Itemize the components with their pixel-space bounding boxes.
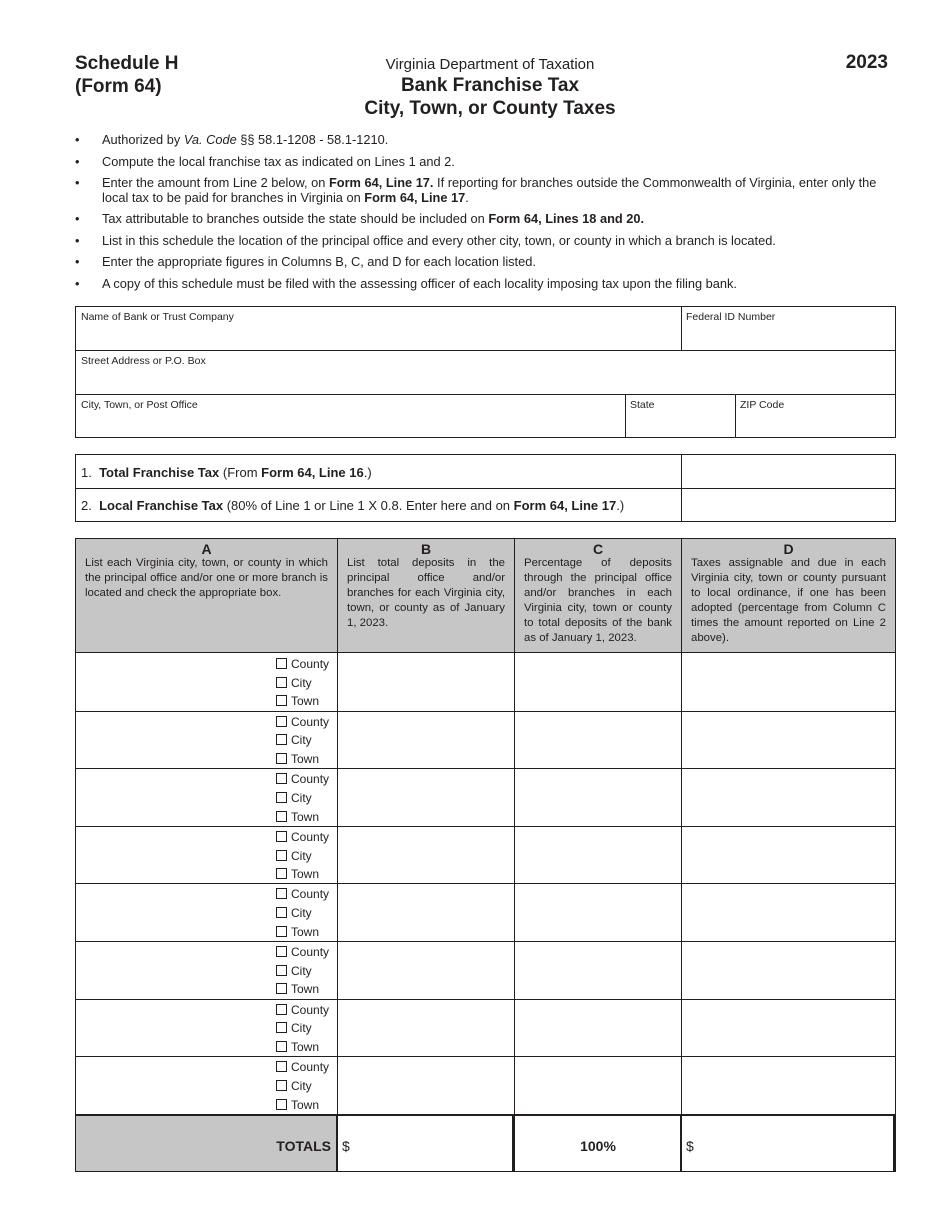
checkbox[interactable] [276,983,287,994]
percentage-field[interactable] [515,826,681,883]
column-description: List each Virginia city, town, or county in which the principal office and/or one or more branch is located and check the appropriate box. [85,557,328,599]
checkbox[interactable] [276,734,287,745]
checkbox-label: County [291,829,330,844]
line-number: 1. [81,465,92,480]
instruction-item [75,133,897,148]
checkbox[interactable] [276,658,287,669]
checkbox-option[interactable] [276,1001,329,1020]
tax-due-field[interactable] [682,826,895,883]
checkbox[interactable] [276,1022,287,1033]
checkbox-label: Town [291,924,320,939]
checkbox-option[interactable] [276,828,329,847]
percentage-field[interactable] [515,768,681,825]
deposits-field[interactable] [338,768,514,825]
percentage-field[interactable] [515,653,681,710]
percentage-field[interactable] [515,1056,681,1113]
table-row [76,826,895,884]
checkbox-option[interactable] [276,692,329,711]
instruction-text: Tax attributable to branches outside the state should be included on [102,211,489,226]
tax-due-field[interactable] [682,653,895,710]
percentage-field[interactable] [515,999,681,1056]
checkbox[interactable] [276,716,287,727]
instruction-text: Compute the local franchise tax as indicated on Lines 1 and 2. [102,153,455,169]
instruction-text: If reporting for branches outside the Commonwealth of Virginia, enter only the local tax to be paid for branches in Virginia on [102,175,877,205]
tax-due-field[interactable] [682,711,895,768]
checkbox-label: City [291,675,312,690]
line-text: (80% of Line 1 or Line 1 X 0.8. Enter here and on [223,498,514,513]
checkbox-label: City [291,1078,312,1093]
deposits-field[interactable] [338,653,514,710]
instruction-text-bold: Form 64, Line 17. [328,175,434,190]
tax-due-field[interactable] [682,883,895,940]
checkbox-option[interactable] [276,1038,329,1057]
bank-info-box [75,306,896,438]
locality-type-checkboxes [276,655,329,711]
instruction-text: §§ 58.1-1208 - 58.1-1210. [236,132,389,147]
checkbox-option[interactable] [276,885,329,904]
locality-name-field[interactable] [76,826,272,883]
checkbox-label: County [291,945,330,959]
checkbox-option[interactable] [276,655,329,674]
checkbox[interactable] [276,811,287,822]
checkbox-option[interactable] [276,750,329,769]
schedule-name: Schedule H [75,53,179,74]
totals-label: TOTALS [276,1138,331,1154]
bullet-mark: • [75,175,80,190]
checkbox-label: County [291,714,330,729]
checkbox-option[interactable] [276,789,329,808]
checkbox-label: Town [291,809,320,824]
tax-due-field[interactable] [682,1056,895,1113]
checkbox-option[interactable] [276,1019,329,1038]
column-a-header [76,539,337,653]
column-b-header [338,539,514,653]
bullet-mark: • [75,211,80,226]
checkbox[interactable] [276,907,287,918]
line-2-label [81,498,624,513]
checkbox-option[interactable] [276,943,329,962]
checkbox[interactable] [276,831,287,842]
table-row [76,941,895,999]
checkbox[interactable] [276,1099,287,1110]
checkbox-label: County [291,1002,330,1017]
bank-name-field[interactable] [76,307,681,351]
table-row [76,711,895,769]
line-text: (From [219,465,262,480]
checkbox[interactable] [276,677,287,688]
deposits-field[interactable] [338,711,514,768]
street-address-label: Street Address or P.O. Box [81,355,206,367]
totals-d-currency: $ [686,1138,694,1154]
tax-due-field[interactable] [682,999,895,1056]
checkbox-option[interactable] [276,808,329,827]
totals-b-cell[interactable] [336,1114,514,1171]
line-1-label [81,465,372,480]
checkbox-label: City [291,733,312,748]
locality-name-field[interactable] [76,883,272,940]
percentage-field[interactable] [515,941,681,998]
instruction-text-italic: Va. Code [183,132,237,147]
checkbox[interactable] [276,965,287,976]
totals-b-currency: $ [342,1138,350,1154]
deposits-field[interactable] [338,883,514,940]
instruction-text-bold: Form 64, Line 17 [364,189,466,205]
instructions-list [75,133,897,298]
checkbox-label: County [291,657,330,671]
tax-lines-box [75,454,896,522]
instruction-item [75,176,897,205]
locality-type-checkboxes [276,770,329,826]
column-letter: A [201,541,212,557]
checkbox[interactable] [276,753,287,764]
table-row [76,653,895,711]
locality-type-checkboxes [276,828,329,884]
form-number: (Form 64) [75,76,162,97]
checkbox-option[interactable] [276,865,329,884]
checkbox-label: Town [291,752,320,766]
divider [893,1114,895,1171]
locality-type-checkboxes [276,885,329,941]
deposits-field[interactable] [338,941,514,998]
checkbox[interactable] [276,1041,287,1052]
checkbox-option[interactable] [276,1077,329,1096]
checkbox-label: City [291,963,312,978]
deposits-field[interactable] [338,999,514,1056]
bullet-mark: • [75,153,80,169]
form-title: Bank Franchise Tax [400,75,580,96]
table-row [76,768,895,826]
checkbox-label: County [291,1060,330,1075]
locality-name-field[interactable] [76,999,272,1056]
checkbox-label: City [291,790,312,805]
checkbox-label: City [291,848,312,863]
checkbox[interactable] [276,792,287,803]
instruction-text: . [465,189,469,205]
checkbox[interactable] [276,695,287,706]
checkbox[interactable] [276,888,287,899]
deposits-field[interactable] [338,1056,514,1113]
line-ref: Form 64, Line 17 [513,498,617,513]
percentage-field[interactable] [515,883,681,940]
bank-name-label: Name of Bank or Trust Company [81,311,234,323]
checkbox[interactable] [276,868,287,879]
checkbox-option[interactable] [276,713,329,732]
instruction-text: Enter the amount from Line 2 below, on [102,175,329,190]
column-letter: D [783,541,794,557]
instruction-text-bold: Form 64, Lines 18 and 20. [488,211,645,226]
instruction-text: Enter the appropriate figures in Columns B, C, and D for each location listed. [102,254,536,269]
instruction-item [75,277,897,292]
table-row [76,999,895,1057]
checkbox-option[interactable] [276,1096,329,1115]
checkbox-label: City [291,1021,312,1036]
instruction-item [75,255,897,270]
line-ref: Form 64, Line 16 [261,465,364,480]
checkbox-option[interactable] [276,731,329,750]
checkbox-option[interactable] [276,904,329,923]
zip-label: ZIP Code [740,399,785,411]
line-text: .) [616,498,625,513]
instruction-item [75,155,897,170]
checkbox-option[interactable] [276,770,329,789]
checkbox[interactable] [276,1004,287,1015]
checkbox-option[interactable] [276,674,329,693]
checkbox-label: Town [291,1097,320,1112]
checkbox-label: Town [291,1040,320,1054]
table-row [76,1056,895,1114]
checkbox-option[interactable] [276,1058,329,1077]
checkbox[interactable] [276,1061,287,1072]
instruction-text: Authorized by [102,132,184,147]
federal-id-label: Federal ID Number [686,311,776,323]
checkbox[interactable] [276,946,287,957]
line-number: 2. [81,498,92,513]
checkbox-option[interactable] [276,923,329,942]
state-field[interactable] [625,395,735,438]
street-address-field[interactable] [76,351,895,394]
totals-row [76,1114,895,1171]
checkbox-label: Town [291,694,320,709]
instruction-text: List in this schedule the location of the principal office and every other city, town, or county in which a branch is located. [102,232,776,248]
line-title: Total Franchise Tax [99,465,220,480]
bullet-mark: • [75,275,80,291]
deposits-field[interactable] [338,826,514,883]
form-identifier [75,52,178,98]
locality-type-checkboxes [276,713,329,769]
checkbox-label: Town [291,982,320,997]
table-row [76,883,895,941]
state-label: State [630,399,655,411]
instruction-item [75,212,897,227]
city-field[interactable] [76,395,625,438]
locality-type-checkboxes [276,943,329,999]
checkbox-label: County [291,887,330,902]
column-c-header [515,539,681,653]
locality-name-field[interactable] [76,1056,272,1113]
locality-name-field[interactable] [76,941,272,998]
bullet-mark: • [75,254,80,269]
column-description: Percentage of deposits through the principal office and/or branches in each Virginia city, town or county to total deposits of the bank as of January 1, 2023. [524,557,672,644]
checkbox[interactable] [276,1080,287,1091]
bullet-mark: • [75,132,80,147]
checkbox[interactable] [276,773,287,784]
tax-due-field[interactable] [682,941,895,998]
checkbox-label: Town [291,867,320,882]
checkbox-option[interactable] [276,980,329,999]
locality-name-field[interactable] [76,711,272,768]
federal-id-field[interactable] [681,307,895,351]
city-label: City, Town, or Post Office [81,399,198,411]
checkbox-option[interactable] [276,847,329,866]
instruction-item [75,234,897,249]
checkbox-label: County [291,772,330,787]
totals-c-percent: 100% [580,1138,616,1154]
tax-due-field[interactable] [682,768,895,825]
locality-type-checkboxes [276,1001,329,1057]
checkbox[interactable] [276,926,287,937]
zip-field[interactable] [735,395,895,438]
agency-name: Virginia Department of Taxation [385,56,595,73]
line-1-amount-field[interactable] [682,455,895,488]
column-description: Taxes assignable and due in each Virginia city, town or county pursuant to local ordinance, if one has been adopted (percentage from Column C times the amount reported on Line 2 above). [691,557,886,644]
line-text: .) [363,465,372,480]
column-letter: B [420,541,432,557]
checkbox[interactable] [276,850,287,861]
line-title: Local Franchise Tax [99,498,224,513]
checkbox-label: City [291,906,312,921]
column-letter: C [592,541,604,557]
form-title-block [290,56,690,120]
column-description: List total deposits in the principal office and/or branches for each Virginia city, town, or county as of January 1, 2023. [347,557,505,629]
column-d-header [682,539,895,653]
percentage-field[interactable] [515,711,681,768]
line-2-amount-field[interactable] [682,489,895,521]
locality-name-field[interactable] [76,768,272,825]
instruction-text: A copy of this schedule must be filed with the assessing officer of each locality imposing tax upon the filing bank. [102,275,737,291]
locality-type-checkboxes [276,1058,329,1114]
form-subtitle: City, Town, or County Taxes [364,98,616,119]
tax-year: 2023 [845,52,888,73]
bullet-mark: • [75,232,80,248]
locality-name-field[interactable] [76,653,272,710]
locality-table [75,538,896,1172]
checkbox-option[interactable] [276,962,329,981]
